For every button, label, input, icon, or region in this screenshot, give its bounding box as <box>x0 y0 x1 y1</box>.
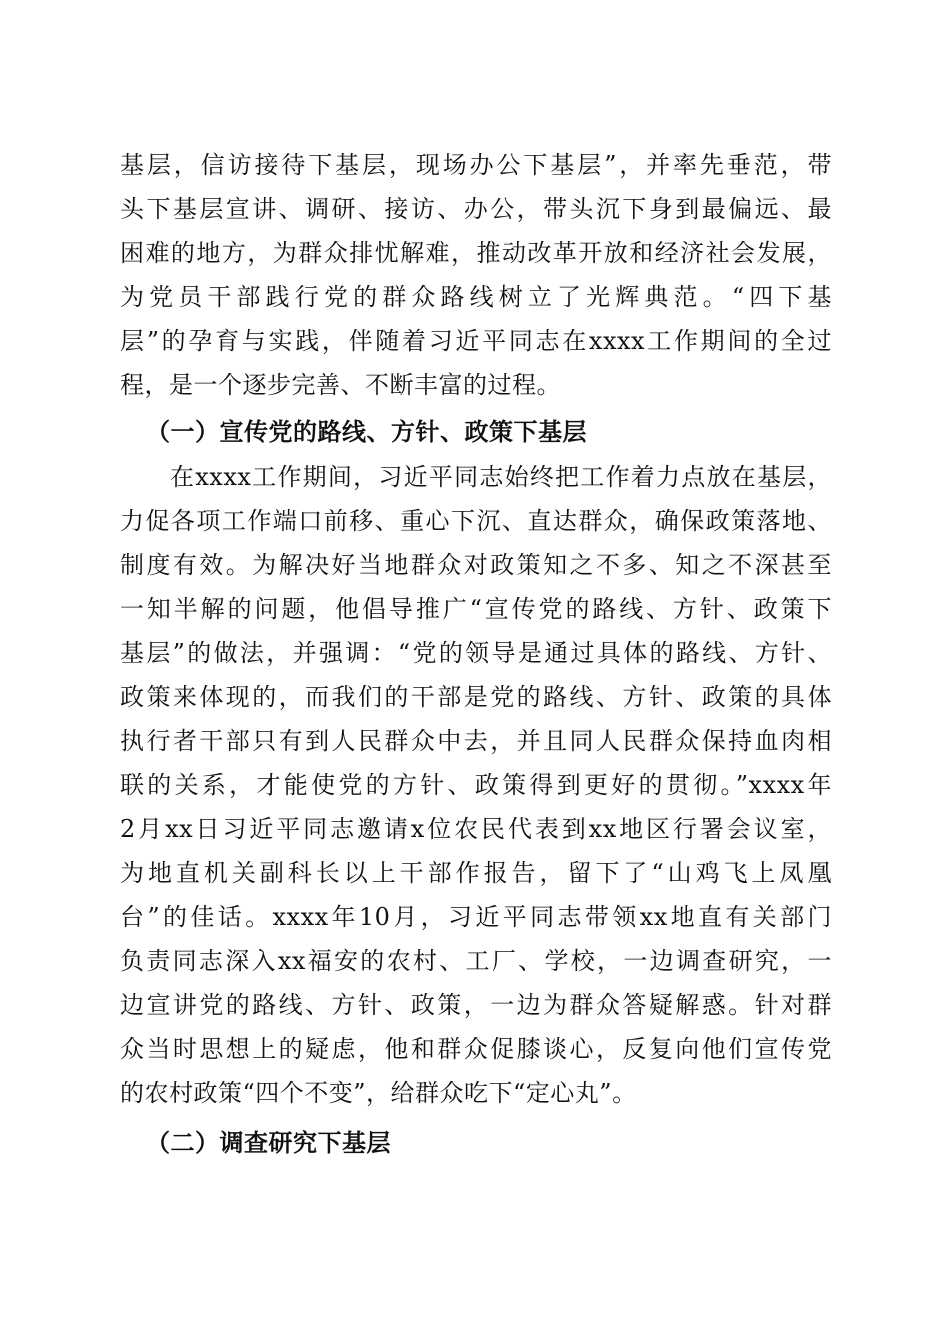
paragraph-line: 的农村政策“四个不变”，给群众吃下“定心丸”。 <box>120 1079 637 1107</box>
section-heading: （一）宣传党的路线、方针、政策下基层 <box>146 417 587 446</box>
paragraph-line: 执行者干部只有到人民群众中去，并且同人民群众保持血肉相 <box>120 727 832 755</box>
paragraph-line: 2月xx日习近平同志邀请x位农民代表到xx地区行署会议室， <box>120 815 832 843</box>
paragraph-line: 一知半解的问题，他倡导推广“宣传党的路线、方针、政策下 <box>120 595 832 623</box>
paragraph-line: 基层”的做法，并强调：“党的领导是通过具体的路线、方针、 <box>120 639 832 667</box>
paragraph-line: 在xxxx工作期间，习近平同志始终把工作着力点放在基层， <box>170 463 832 491</box>
paragraph-line: 程，是一个逐步完善、不断丰富的过程。 <box>120 371 561 399</box>
paragraph-line: 边宣讲党的路线、方针、政策，一边为群众答疑解惑。针对群 <box>120 991 832 1019</box>
paragraph-line: 层”的孕育与实践，伴随着习近平同志在xxxx工作期间的全过 <box>120 327 832 355</box>
paragraph-line: 制度有效。为解决好当地群众对政策知之不多、知之不深甚至 <box>120 551 832 579</box>
paragraph-line: 联的关系，才能使党的方针、政策得到更好的贯彻。”xxxx年 <box>120 771 832 799</box>
paragraph-line: 台”的佳话。xxxx年10月，习近平同志带领xx地直有关部门 <box>120 903 832 931</box>
paragraph-line: 负责同志深入xx福安的农村、工厂、学校，一边调查研究，一 <box>120 947 832 975</box>
paragraph-line: 力促各项工作端口前移、重心下沉、直达群众，确保政策落地、 <box>120 507 832 535</box>
paragraph-line: 政策来体现的，而我们的干部是党的路线、方针、政策的具体 <box>120 683 832 711</box>
paragraph-line: 众当时思想上的疑虑，他和群众促膝谈心，反复向他们宣传党 <box>120 1035 832 1063</box>
paragraph-line: 基层，信访接待下基层，现场办公下基层”，并率先垂范，带 <box>120 151 832 179</box>
paragraph-line: 为党员干部践行党的群众路线树立了光辉典范。“四下基 <box>120 283 832 311</box>
paragraph-line: 困难的地方，为群众排忧解难，推动改革开放和经济社会发展， <box>120 239 832 267</box>
section-heading: （二）调查研究下基层 <box>146 1128 391 1157</box>
paragraph-line: 头下基层宣讲、调研、接访、办公，带头沉下身到最偏远、最 <box>120 195 832 223</box>
paragraph-line: 为地直机关副科长以上干部作报告，留下了“山鸡飞上凤凰 <box>120 859 832 887</box>
